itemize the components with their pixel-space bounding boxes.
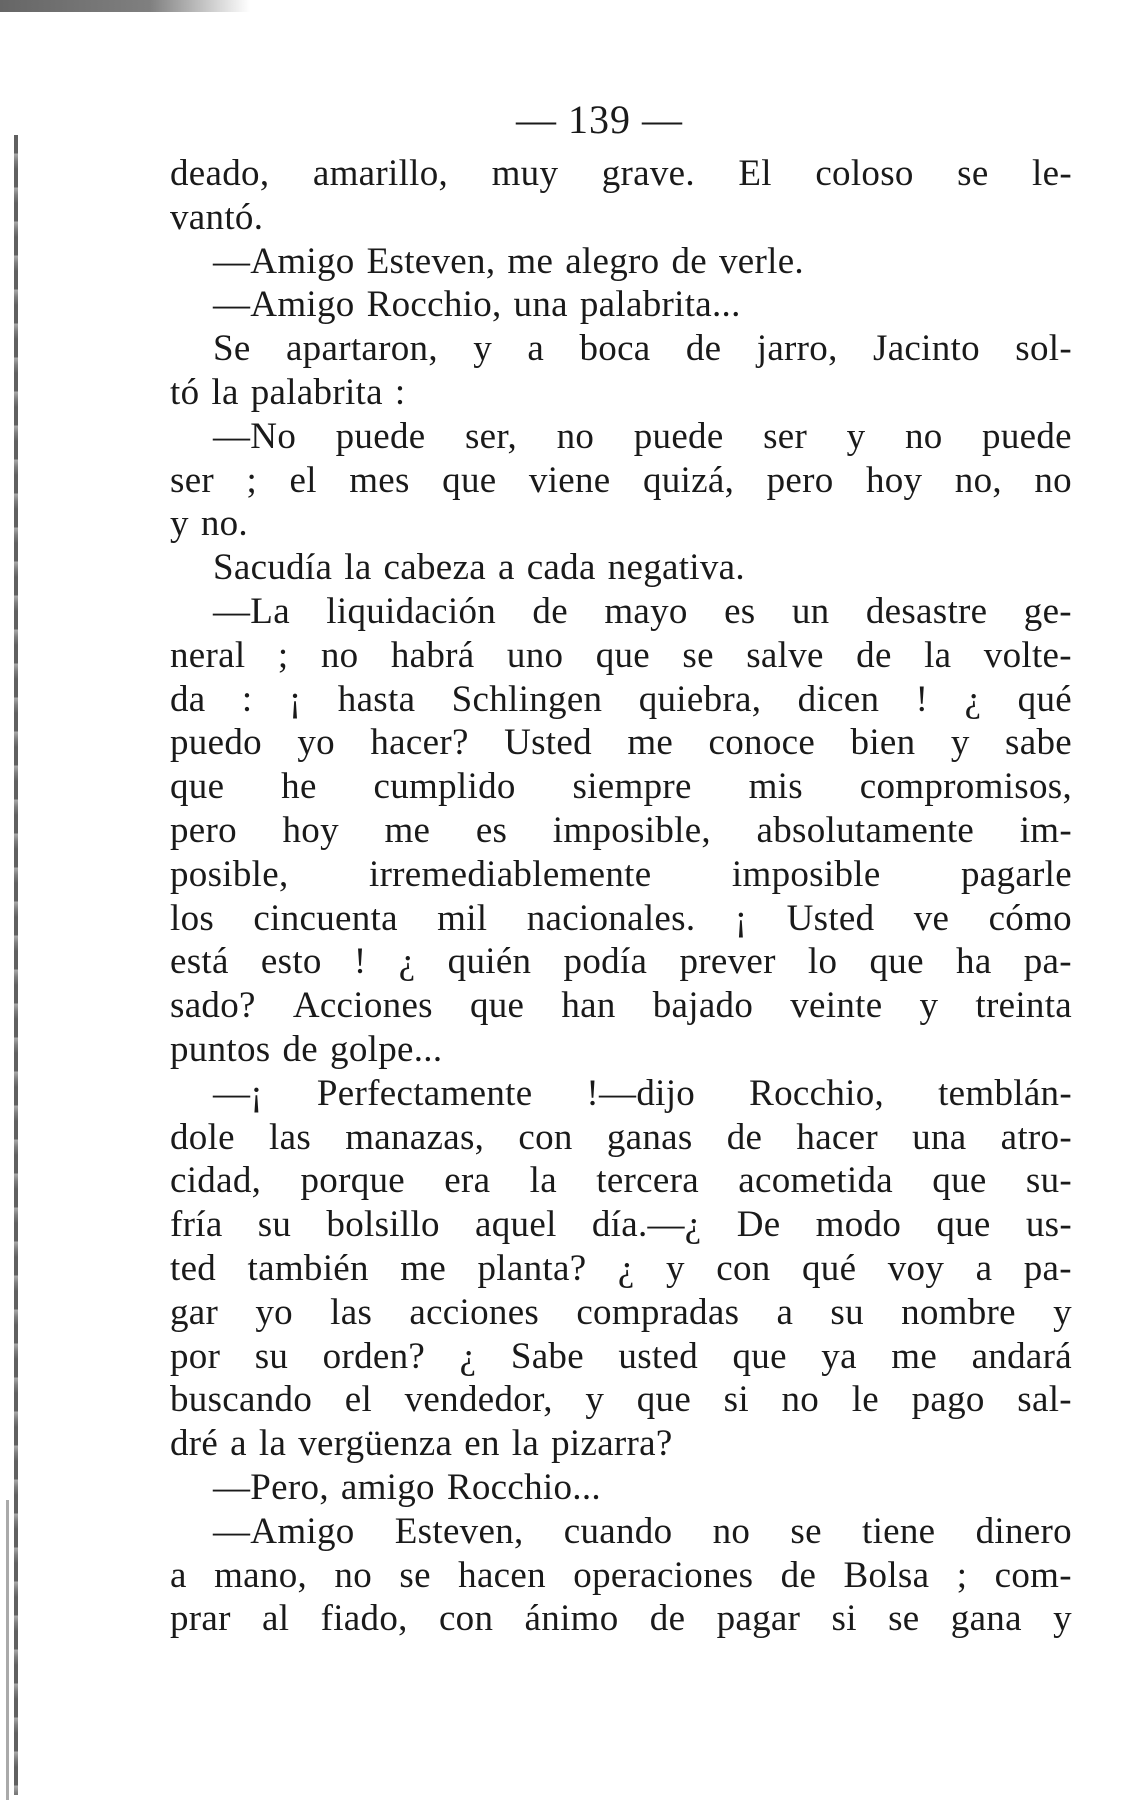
text-line: está esto ! ¿ quién podía prever lo que ha pa- bbox=[170, 941, 1072, 983]
page-edge bbox=[14, 135, 18, 1795]
page-edge-shadow bbox=[6, 1500, 9, 1800]
text-line: ser ; el mes que viene quizá, pero hoy no, no bbox=[170, 459, 1072, 501]
text-line: y no. bbox=[170, 503, 248, 545]
text-line: que he cumplido siempre mis compromisos, bbox=[170, 766, 1072, 808]
text-line: Sacudía la cabeza a cada negativa. bbox=[213, 547, 745, 589]
text-line: gar yo las acciones compradas a su nombre y bbox=[170, 1291, 1072, 1333]
text-line: —No puede ser, no puede ser y no puede bbox=[213, 415, 1072, 457]
text-line: da : ¡ hasta Schlingen quiebra, dicen ! ¿ qué bbox=[170, 678, 1072, 720]
text-line: prar al fiado, con ánimo de pagar si se gana y bbox=[170, 1598, 1072, 1640]
scan-smudge bbox=[0, 0, 250, 12]
text-line: pero hoy me es imposible, absolutamente im- bbox=[170, 809, 1072, 851]
text-line: los cincuenta mil nacionales. ¡ Usted ve cómo bbox=[170, 897, 1072, 939]
text-line: fría su bolsillo aquel día.—¿ De modo que us- bbox=[170, 1204, 1072, 1246]
text-line: posible, irremediablemente imposible pagarle bbox=[170, 853, 1072, 895]
text-line: —Amigo Rocchio, una palabrita... bbox=[213, 284, 741, 326]
text-line: puntos de golpe... bbox=[170, 1028, 443, 1070]
text-line: tó la palabrita : bbox=[170, 371, 406, 413]
text-line: deado, amarillo, muy grave. El coloso se le- bbox=[170, 153, 1072, 194]
text-line: neral ; no habrá uno que se salve de la volte- bbox=[170, 634, 1072, 676]
page-number: — 139 — bbox=[516, 97, 683, 142]
text-line: —Pero, amigo Rocchio... bbox=[213, 1466, 601, 1508]
text-line: dole las manazas, con ganas de hacer una atro- bbox=[170, 1116, 1072, 1158]
text-line: puedo yo hacer? Usted me conoce bien y sabe bbox=[170, 722, 1072, 764]
text-line: a mano, no se hacen operaciones de Bolsa ; com- bbox=[170, 1554, 1072, 1596]
text-line: cidad, porque era la tercera acometida que su- bbox=[170, 1160, 1072, 1202]
text-line: por su orden? ¿ Sabe usted que ya me andará bbox=[170, 1335, 1072, 1377]
text-line: —Amigo Esteven, cuando no se tiene dinero bbox=[213, 1510, 1072, 1552]
text-line: vantó. bbox=[170, 196, 264, 238]
text-line: —¡ Perfectamente !—dijo Rocchio, temblán- bbox=[213, 1072, 1072, 1114]
text-line: —La liquidación de mayo es un desastre ge- bbox=[213, 590, 1072, 632]
text-line: dré a la vergüenza en la pizarra? bbox=[170, 1423, 673, 1465]
body-text bbox=[170, 152, 1072, 1641]
text-line: ted también me planta? ¿ y con qué voy a pa- bbox=[170, 1247, 1072, 1289]
text-line: —Amigo Esteven, me alegro de verle. bbox=[213, 240, 804, 282]
text-line: Se apartaron, y a boca de jarro, Jacinto sol- bbox=[213, 328, 1072, 370]
text-line: sado? Acciones que han bajado veinte y treinta bbox=[170, 985, 1072, 1027]
text-line: buscando el vendedor, y que si no le pago sal- bbox=[170, 1379, 1072, 1421]
